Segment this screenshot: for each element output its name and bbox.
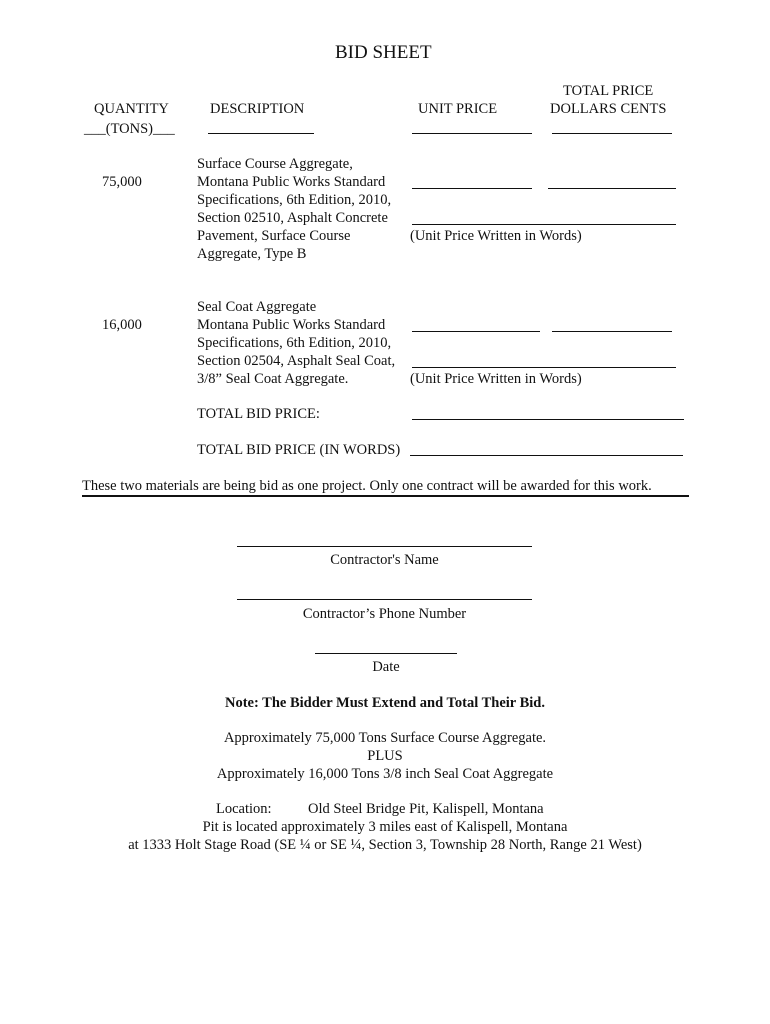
unit-price-field[interactable] <box>412 188 532 189</box>
header-description: DESCRIPTION <box>210 101 305 117</box>
unit-price-words-label: (Unit Price Written in Words) <box>410 371 582 387</box>
total-bid-price-words-field[interactable] <box>410 455 683 456</box>
unit-price-words-field[interactable] <box>412 367 676 368</box>
contractor-name-field[interactable] <box>237 546 532 547</box>
location-line-3: at 1333 Holt Stage Road (SE ¼ or SE ¼, Section 3, Township 28 North, Range 21 West) <box>128 837 642 853</box>
description-line: Montana Public Works Standard <box>197 317 386 333</box>
page-title: BID SHEET <box>335 42 432 63</box>
description-line: Specifications, 6th Edition, 2010, <box>197 335 392 351</box>
location-label: Location: <box>216 801 272 817</box>
item-quantity: 75,000 <box>102 174 142 190</box>
unit-price-words-label: (Unit Price Written in Words) <box>410 228 582 244</box>
description-line: Montana Public Works Standard <box>197 174 386 190</box>
contractor-phone-label: Contractor’s Phone Number <box>302 606 467 622</box>
description-line: Specifications, 6th Edition, 2010, <box>197 192 392 208</box>
unit-price-words-field[interactable] <box>412 224 676 225</box>
total-bid-price-label: TOTAL BID PRICE: <box>197 406 320 422</box>
description-line: Surface Course Aggregate, <box>197 156 353 172</box>
total-price-field[interactable] <box>552 331 672 332</box>
item-quantity: 16,000 <box>102 317 142 333</box>
description-line: Seal Coat Aggregate <box>197 299 317 315</box>
date-field[interactable] <box>315 653 457 654</box>
header-total-price: TOTAL PRICE <box>563 83 654 99</box>
total-bid-price-field[interactable] <box>412 419 684 420</box>
location-line-2: Pit is located approximately 3 miles east of Kalispell, Montana <box>202 819 568 835</box>
summary-line-1: Approximately 75,000 Tons Surface Course Aggregate. <box>223 730 547 746</box>
project-note: These two materials are being bid as one project. Only one contract will be awarded for this work. <box>82 478 652 494</box>
summary-line-2: Approximately 16,000 Tons 3/8 inch Seal Coat Aggregate <box>216 766 554 782</box>
bidder-note: Note: The Bidder Must Extend and Total Their Bid. <box>224 695 545 711</box>
section-divider <box>82 495 689 497</box>
unit-price-header-underline <box>412 133 532 134</box>
location-value: Old Steel Bridge Pit, Kalispell, Montana <box>308 801 544 817</box>
summary-plus: PLUS <box>367 748 403 764</box>
description-header-underline <box>208 133 314 134</box>
description-line: Aggregate, Type B <box>197 246 307 262</box>
contractor-name-label: Contractor's Name <box>330 552 439 568</box>
contractor-phone-field[interactable] <box>237 599 532 600</box>
total-price-field[interactable] <box>548 188 676 189</box>
description-line: Section 02510, Asphalt Concrete <box>197 210 388 226</box>
description-line: Pavement, Surface Course <box>197 228 351 244</box>
total-bid-price-words-label: TOTAL BID PRICE (IN WORDS) <box>197 442 401 458</box>
header-unit-price: UNIT PRICE <box>418 101 498 117</box>
description-line: 3/8” Seal Coat Aggregate. <box>197 371 349 387</box>
description-line: Section 02504, Asphalt Seal Coat, <box>197 353 396 369</box>
total-price-header-underline <box>552 133 672 134</box>
date-label: Date <box>372 659 400 675</box>
unit-price-field[interactable] <box>412 331 540 332</box>
header-quantity: QUANTITY <box>94 101 169 117</box>
header-tons: ___(TONS)___ <box>84 121 175 137</box>
header-dollars-cents: DOLLARS CENTS <box>550 101 667 117</box>
